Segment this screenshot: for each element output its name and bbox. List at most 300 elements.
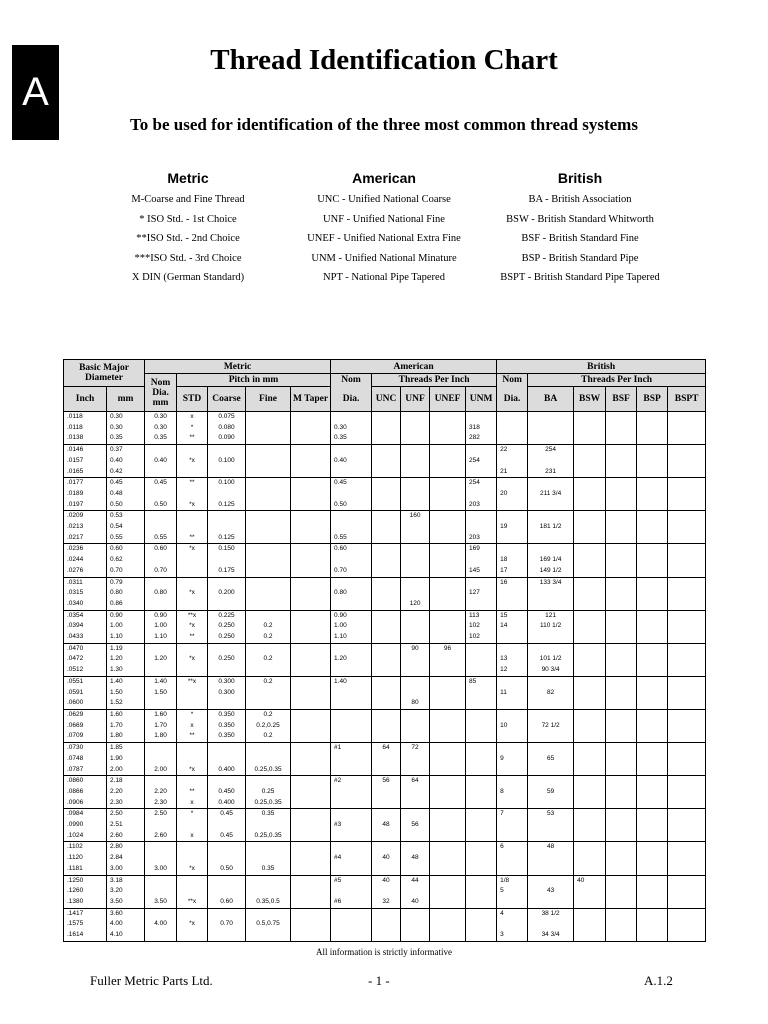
- table-cell: 72 1/2: [528, 721, 574, 732]
- table-cell: [637, 489, 668, 500]
- table-cell: [331, 577, 372, 588]
- table-row: [64, 864, 706, 875]
- table-cell: 0.50: [145, 500, 177, 511]
- table-cell: *x: [177, 588, 208, 599]
- table-cell: [291, 632, 331, 643]
- table-cell: [668, 754, 706, 765]
- table-cell: [246, 886, 291, 897]
- table-cell: 0.25,0.35: [246, 831, 291, 842]
- table-cell: [331, 930, 372, 941]
- header-british-nom: Nom: [497, 374, 528, 387]
- table-cell: .0730: [64, 743, 107, 754]
- table-cell: 0.2: [246, 654, 291, 665]
- table-cell: .1380: [64, 897, 107, 908]
- table-cell: [430, 621, 466, 632]
- table-cell: 2.51: [107, 820, 145, 831]
- table-cell: 3.00: [107, 864, 145, 875]
- table-cell: [497, 798, 528, 809]
- table-cell: [208, 908, 246, 919]
- table-cell: [574, 676, 606, 687]
- table-cell: [246, 456, 291, 467]
- table-row: [64, 654, 706, 665]
- table-cell: [466, 787, 497, 798]
- table-cell: [291, 555, 331, 566]
- table-cell: 0.80: [331, 588, 372, 599]
- table-cell: [208, 698, 246, 709]
- table-cell: [145, 577, 177, 588]
- table-cell: [401, 456, 430, 467]
- table-cell: [246, 842, 291, 853]
- table-cell: [145, 511, 177, 522]
- table-cell: [574, 533, 606, 544]
- table-cell: 0.25: [246, 787, 291, 798]
- table-cell: [528, 831, 574, 842]
- header-fine: Fine: [246, 387, 291, 412]
- table-row: [64, 500, 706, 511]
- table-cell: [466, 875, 497, 886]
- header-unf: UNF: [401, 387, 430, 412]
- table-cell: 64: [401, 776, 430, 787]
- disclaimer-note: All information is strictly informative: [316, 947, 452, 957]
- table-cell: *x: [177, 919, 208, 930]
- table-row: [64, 577, 706, 588]
- table-row: [64, 908, 706, 919]
- table-cell: [177, 853, 208, 864]
- table-cell: 1.10: [331, 632, 372, 643]
- table-cell: [372, 754, 401, 765]
- table-cell: [574, 809, 606, 820]
- table-cell: [177, 643, 208, 654]
- table-cell: .0340: [64, 599, 107, 610]
- header-coarse: Coarse: [208, 387, 246, 412]
- table-cell: [668, 809, 706, 820]
- table-cell: [291, 643, 331, 654]
- table-cell: 3: [497, 930, 528, 941]
- table-cell: [372, 566, 401, 577]
- table-cell: [177, 445, 208, 456]
- table-cell: 0.30: [145, 423, 177, 434]
- table-cell: [574, 864, 606, 875]
- table-cell: 1.60: [145, 709, 177, 720]
- header-std: STD: [177, 387, 208, 412]
- table-cell: 3.60: [107, 908, 145, 919]
- table-cell: 0.80: [107, 588, 145, 599]
- table-row: [64, 599, 706, 610]
- table-cell: [574, 522, 606, 533]
- table-cell: [466, 709, 497, 720]
- table-row: [64, 721, 706, 732]
- table-cell: 0.80: [145, 588, 177, 599]
- table-cell: *x: [177, 544, 208, 555]
- table-cell: [401, 919, 430, 930]
- table-cell: 2.50: [145, 809, 177, 820]
- table-cell: 82: [528, 688, 574, 699]
- table-cell: [668, 489, 706, 500]
- table-cell: [574, 919, 606, 930]
- table-cell: [466, 643, 497, 654]
- table-cell: [401, 433, 430, 444]
- table-cell: [430, 555, 466, 566]
- table-cell: 3.50: [145, 897, 177, 908]
- table-cell: [291, 500, 331, 511]
- table-cell: [372, 919, 401, 930]
- table-cell: 2.30: [145, 798, 177, 809]
- table-cell: 1.52: [107, 698, 145, 709]
- table-cell: [668, 897, 706, 908]
- table-cell: 0.2,0.25: [246, 721, 291, 732]
- table-cell: [208, 445, 246, 456]
- table-cell: [246, 533, 291, 544]
- table-cell: 40: [574, 875, 606, 886]
- table-cell: [497, 743, 528, 754]
- table-cell: [372, 643, 401, 654]
- table-cell: .0217: [64, 533, 107, 544]
- table-cell: [466, 599, 497, 610]
- table-cell: [668, 676, 706, 687]
- table-cell: 0.35: [246, 809, 291, 820]
- legend-line: BSP - British Standard Pipe: [521, 252, 639, 264]
- table-cell: [637, 632, 668, 643]
- table-cell: [246, 665, 291, 676]
- table-cell: .0354: [64, 610, 107, 621]
- table-cell: [466, 654, 497, 665]
- table-cell: [668, 798, 706, 809]
- header-ba: BA: [528, 387, 574, 412]
- table-cell: [574, 467, 606, 478]
- table-cell: [208, 930, 246, 941]
- table-cell: [574, 820, 606, 831]
- table-cell: [430, 731, 466, 742]
- table-cell: [145, 754, 177, 765]
- table-cell: [246, 853, 291, 864]
- table-cell: [668, 643, 706, 654]
- table-cell: [637, 555, 668, 566]
- table-cell: 65: [528, 754, 574, 765]
- table-cell: [574, 588, 606, 599]
- table-cell: [637, 930, 668, 941]
- table-cell: [528, 798, 574, 809]
- table-cell: [637, 599, 668, 610]
- table-cell: [372, 489, 401, 500]
- table-cell: [331, 688, 372, 699]
- table-cell: [177, 930, 208, 941]
- table-cell: [574, 776, 606, 787]
- table-cell: 0.50: [107, 500, 145, 511]
- table-cell: 0.30: [331, 423, 372, 434]
- table-cell: [177, 820, 208, 831]
- table-cell: #1: [331, 743, 372, 754]
- table-cell: [668, 776, 706, 787]
- table-cell: [606, 908, 637, 919]
- table-cell: [401, 489, 430, 500]
- table-cell: [606, 731, 637, 742]
- table-cell: 1.70: [107, 721, 145, 732]
- header-bsw: BSW: [574, 387, 606, 412]
- footer-company: Fuller Metric Parts Ltd.: [90, 973, 213, 988]
- table-cell: 0.35: [331, 433, 372, 444]
- table-cell: [606, 588, 637, 599]
- table-cell: [430, 533, 466, 544]
- table-cell: [430, 478, 466, 489]
- table-cell: 3.18: [107, 875, 145, 886]
- page-subtitle: To be used for identification of the three most common thread systems: [130, 115, 638, 134]
- table-cell: [401, 467, 430, 478]
- table-cell: .0311: [64, 577, 107, 588]
- table-cell: 0.35: [107, 433, 145, 444]
- header-metric: Metric: [145, 360, 331, 374]
- table-cell: 1/8: [497, 875, 528, 886]
- table-cell: [466, 820, 497, 831]
- table-cell: [372, 831, 401, 842]
- table-cell: [401, 588, 430, 599]
- table-cell: [637, 533, 668, 544]
- table-cell: [372, 864, 401, 875]
- table-cell: [637, 478, 668, 489]
- table-cell: [430, 467, 466, 478]
- table-cell: [208, 599, 246, 610]
- table-cell: [497, 864, 528, 875]
- table-cell: 1.20: [145, 654, 177, 665]
- table-cell: [372, 798, 401, 809]
- table-cell: 0.70: [145, 566, 177, 577]
- table-cell: [401, 577, 430, 588]
- table-cell: 0.2: [246, 621, 291, 632]
- table-cell: [528, 500, 574, 511]
- table-cell: [668, 610, 706, 621]
- table-cell: 17: [497, 566, 528, 577]
- table-cell: 1.19: [107, 643, 145, 654]
- table-cell: 0.075: [208, 412, 246, 423]
- table-cell: 121: [528, 610, 574, 621]
- table-cell: 0.90: [145, 610, 177, 621]
- table-row: [64, 555, 706, 566]
- table-cell: x: [177, 798, 208, 809]
- table-cell: [637, 831, 668, 842]
- table-cell: 0.175: [208, 566, 246, 577]
- table-cell: 120: [401, 599, 430, 610]
- page-title: Thread Identification Chart: [210, 44, 558, 76]
- table-cell: 16: [497, 577, 528, 588]
- table-cell: [401, 930, 430, 941]
- table-cell: [331, 599, 372, 610]
- table-cell: 0.62: [107, 555, 145, 566]
- table-cell: [430, 445, 466, 456]
- table-cell: 0.45: [107, 478, 145, 489]
- table-cell: 1.10: [107, 632, 145, 643]
- table-cell: [668, 688, 706, 699]
- table-cell: [606, 743, 637, 754]
- table-cell: [331, 842, 372, 853]
- table-cell: [574, 842, 606, 853]
- table-cell: [430, 886, 466, 897]
- table-cell: [668, 577, 706, 588]
- table-cell: [291, 533, 331, 544]
- table-cell: **: [177, 787, 208, 798]
- table-row: [64, 698, 706, 709]
- table-cell: [668, 875, 706, 886]
- table-row: [64, 853, 706, 864]
- table-cell: [291, 853, 331, 864]
- table-cell: [574, 621, 606, 632]
- table-cell: [291, 433, 331, 444]
- table-cell: [372, 610, 401, 621]
- table-cell: [291, 831, 331, 842]
- table-cell: [246, 688, 291, 699]
- table-cell: .0276: [64, 566, 107, 577]
- table-cell: [291, 489, 331, 500]
- table-cell: [668, 566, 706, 577]
- table-cell: [401, 842, 430, 853]
- table-cell: [606, 511, 637, 522]
- table-cell: [606, 489, 637, 500]
- table-cell: 2.60: [107, 831, 145, 842]
- table-cell: [637, 566, 668, 577]
- table-cell: [466, 853, 497, 864]
- table-cell: [372, 688, 401, 699]
- table-cell: .0787: [64, 765, 107, 776]
- table-cell: 59: [528, 787, 574, 798]
- thread-chart-table: [63, 359, 706, 942]
- table-cell: [208, 842, 246, 853]
- table-cell: 40: [372, 875, 401, 886]
- table-cell: 113: [466, 610, 497, 621]
- table-cell: [574, 566, 606, 577]
- table-row: [64, 754, 706, 765]
- table-cell: 96: [430, 643, 466, 654]
- table-cell: [291, 776, 331, 787]
- table-cell: 90: [401, 643, 430, 654]
- table-cell: 40: [372, 853, 401, 864]
- table-cell: [497, 456, 528, 467]
- table-cell: 0.100: [208, 456, 246, 467]
- table-cell: 0.30: [107, 423, 145, 434]
- table-cell: 2.20: [107, 787, 145, 798]
- table-cell: [145, 886, 177, 897]
- table-cell: 12: [497, 665, 528, 676]
- table-cell: **: [177, 533, 208, 544]
- table-cell: 0.70: [208, 919, 246, 930]
- table-cell: [401, 654, 430, 665]
- table-cell: [372, 412, 401, 423]
- table-cell: [528, 676, 574, 687]
- table-cell: [574, 445, 606, 456]
- table-cell: [246, 588, 291, 599]
- table-cell: [466, 809, 497, 820]
- table-cell: [208, 875, 246, 886]
- table-cell: [401, 676, 430, 687]
- table-cell: 0.50: [331, 500, 372, 511]
- table-cell: [177, 776, 208, 787]
- header-bsf: BSF: [606, 387, 637, 412]
- table-cell: [372, 731, 401, 742]
- table-cell: 0.60: [145, 544, 177, 555]
- table-cell: [637, 643, 668, 654]
- table-cell: 0.350: [208, 709, 246, 720]
- table-cell: 0.45: [145, 478, 177, 489]
- table-cell: [291, 445, 331, 456]
- table-cell: [574, 478, 606, 489]
- table-cell: [208, 820, 246, 831]
- table-cell: 2.20: [145, 787, 177, 798]
- header-american-dia: Dia.: [331, 387, 372, 412]
- table-row: [64, 676, 706, 687]
- legend-line: **ISO Std. - 2nd Choice: [136, 233, 240, 244]
- table-cell: 0.2: [246, 731, 291, 742]
- table-cell: 0.70: [107, 566, 145, 577]
- table-cell: [291, 820, 331, 831]
- table-cell: 0.090: [208, 433, 246, 444]
- table-cell: 11: [497, 688, 528, 699]
- table-cell: [528, 423, 574, 434]
- legend-line: NPT - National Pipe Tapered: [323, 272, 445, 283]
- table-cell: [497, 919, 528, 930]
- table-cell: [291, 875, 331, 886]
- table-cell: [430, 853, 466, 864]
- table-cell: [246, 445, 291, 456]
- table-cell: [668, 456, 706, 467]
- table-cell: [574, 665, 606, 676]
- table-cell: [208, 754, 246, 765]
- table-cell: [291, 577, 331, 588]
- table-cell: [606, 433, 637, 444]
- section-tab: A: [12, 45, 59, 140]
- table-cell: [574, 831, 606, 842]
- table-cell: 0.35: [145, 433, 177, 444]
- table-cell: 0.79: [107, 577, 145, 588]
- table-cell: [668, 765, 706, 776]
- table-cell: [145, 599, 177, 610]
- table-cell: [574, 610, 606, 621]
- table-cell: [291, 599, 331, 610]
- table-cell: 110 1/2: [528, 621, 574, 632]
- table-cell: [331, 721, 372, 732]
- table-cell: *x: [177, 500, 208, 511]
- table-row: [64, 919, 706, 930]
- table-cell: [401, 544, 430, 555]
- table-cell: .0669: [64, 721, 107, 732]
- table-cell: #2: [331, 776, 372, 787]
- table-cell: [497, 544, 528, 555]
- table-cell: 48: [372, 820, 401, 831]
- table-cell: [401, 412, 430, 423]
- table-cell: [430, 809, 466, 820]
- table-cell: 0.250: [208, 632, 246, 643]
- table-cell: [528, 544, 574, 555]
- table-cell: [145, 522, 177, 533]
- table-cell: [637, 456, 668, 467]
- table-cell: [668, 820, 706, 831]
- table-cell: [574, 643, 606, 654]
- table-cell: [401, 765, 430, 776]
- table-cell: 0.30: [145, 412, 177, 423]
- table-cell: [246, 577, 291, 588]
- table-cell: [208, 853, 246, 864]
- table-cell: [637, 412, 668, 423]
- table-cell: [497, 500, 528, 511]
- table-cell: [606, 776, 637, 787]
- table-row: [64, 875, 706, 886]
- table-cell: [466, 511, 497, 522]
- table-cell: 101 1/2: [528, 654, 574, 665]
- table-cell: 0.40: [145, 456, 177, 467]
- table-cell: [574, 412, 606, 423]
- table-cell: .0177: [64, 478, 107, 489]
- table-cell: 0.30: [107, 412, 145, 423]
- table-cell: [606, 423, 637, 434]
- table-cell: 1.30: [107, 665, 145, 676]
- table-cell: [497, 433, 528, 444]
- table-cell: [430, 665, 466, 676]
